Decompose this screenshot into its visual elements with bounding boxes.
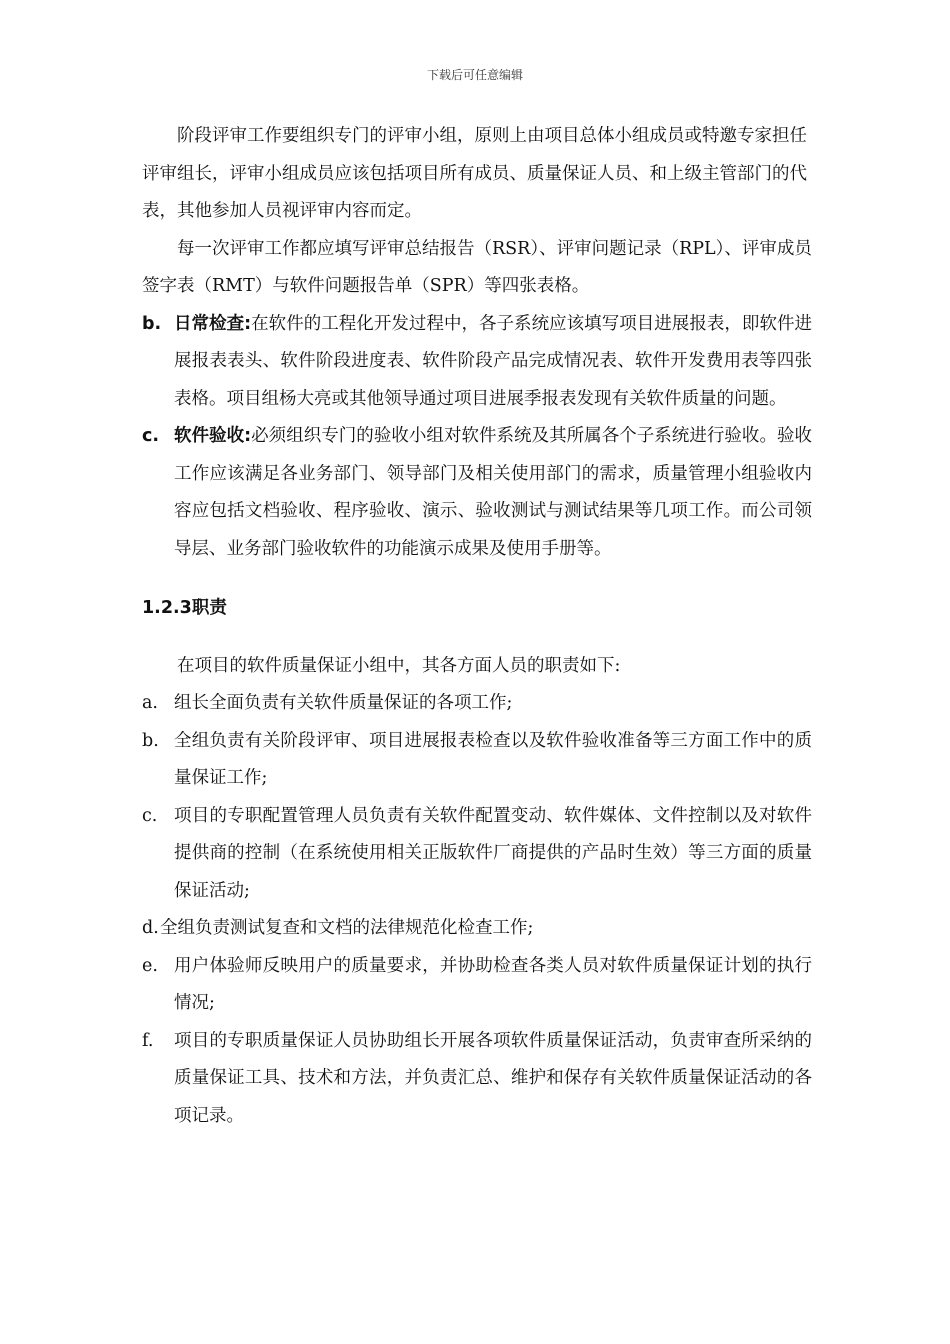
duty-item <box>142 798 812 911</box>
item-text: 全组负责有关阶段评审、项目进展报表检查以及软件验收准备等三方面工作中的质量保证工作; <box>174 730 812 788</box>
item-marker: e. <box>142 955 158 976</box>
check-item-acceptance <box>142 418 812 568</box>
item-text: 组长全面负责有关软件质量保证的各项工作; <box>174 693 513 713</box>
duty-item <box>142 948 812 1023</box>
review-paragraph-1: 阶段评审工作要组织专门的评审小组，原则上由项目总体小组成员或特邀专家担任评审组长，评审小组成员应该包括项目所有成员、质量保证人员、和上级主管部门的代表，其他参加人员视评审内容而定。 <box>142 126 807 221</box>
item-text: 项目的专职配置管理人员负责有关软件配置变动、软件媒体、文件控制以及对软件提供商的控制（在系统使用相关正版软件厂商提供的产品时生效）等三方面的质量保证活动; <box>174 805 812 901</box>
item-marker: a. <box>142 693 158 713</box>
check-item-daily <box>142 306 812 419</box>
item-marker: b. <box>142 730 159 751</box>
duty-item <box>142 723 812 798</box>
item-marker: d. <box>142 918 159 938</box>
item-text <box>174 418 812 568</box>
item-body: 必须组织专门的验收小组对软件系统及其所属各个子系统进行验收。验收工作应该满足各业务部门、领导部门及相关使用部门的需求，质量管理小组验收内容应包括文档验收、程序验收、演示、验收测试与测试结果等几项工作。而公司领导层、业务部门验收软件的功能演示成果及使用手册等。 <box>174 426 812 559</box>
item-marker: b. <box>142 313 162 334</box>
section-intro: 在项目的软件质量保证小组中，其各方面人员的职责如下: <box>177 655 621 676</box>
item-term: 软件验收: <box>174 426 252 446</box>
document-body <box>142 118 812 1135</box>
duty-item <box>142 1023 812 1136</box>
item-text <box>174 306 812 419</box>
page-header: 下载后可任意编辑 <box>426 68 523 82</box>
item-body: 在软件的工程化开发过程中，各子系统应该填写项目进展报表，即软件进展报表表头、软件阶段进度表、软件阶段产品完成情况表、软件开发费用表等四张表格。项目组杨大亮或其他领导通过项目进展季报表发现有关软件质量的问题。 <box>174 313 812 409</box>
item-marker: c. <box>142 805 158 826</box>
item-marker: c. <box>142 426 160 446</box>
item-marker: f. <box>142 1030 154 1051</box>
section-heading: 1.2.3职责 <box>142 598 227 618</box>
duty-item <box>142 910 812 948</box>
item-term: 日常检查: <box>174 313 252 334</box>
item-text: 项目的专职质量保证人员协助组长开展各项软件质量保证活动，负责审查所采纳的质量保证工具、技术和方法，并负责汇总、维护和保存有关软件质量保证活动的各项记录。 <box>174 1030 812 1126</box>
duty-item <box>142 685 812 723</box>
item-text: 用户体验师反映用户的质量要求，并协助检查各类人员对软件质量保证计划的执行情况; <box>174 955 812 1013</box>
review-paragraph-2: 每一次评审工作都应填写评审总结报告（RSR）、评审问题记录（RPL）、评审成员签字表（RMT）与软件问题报告单（SPR）等四张表格。 <box>142 238 812 296</box>
item-text: 全组负责测试复查和文档的法律规范化检查工作; <box>160 918 534 938</box>
